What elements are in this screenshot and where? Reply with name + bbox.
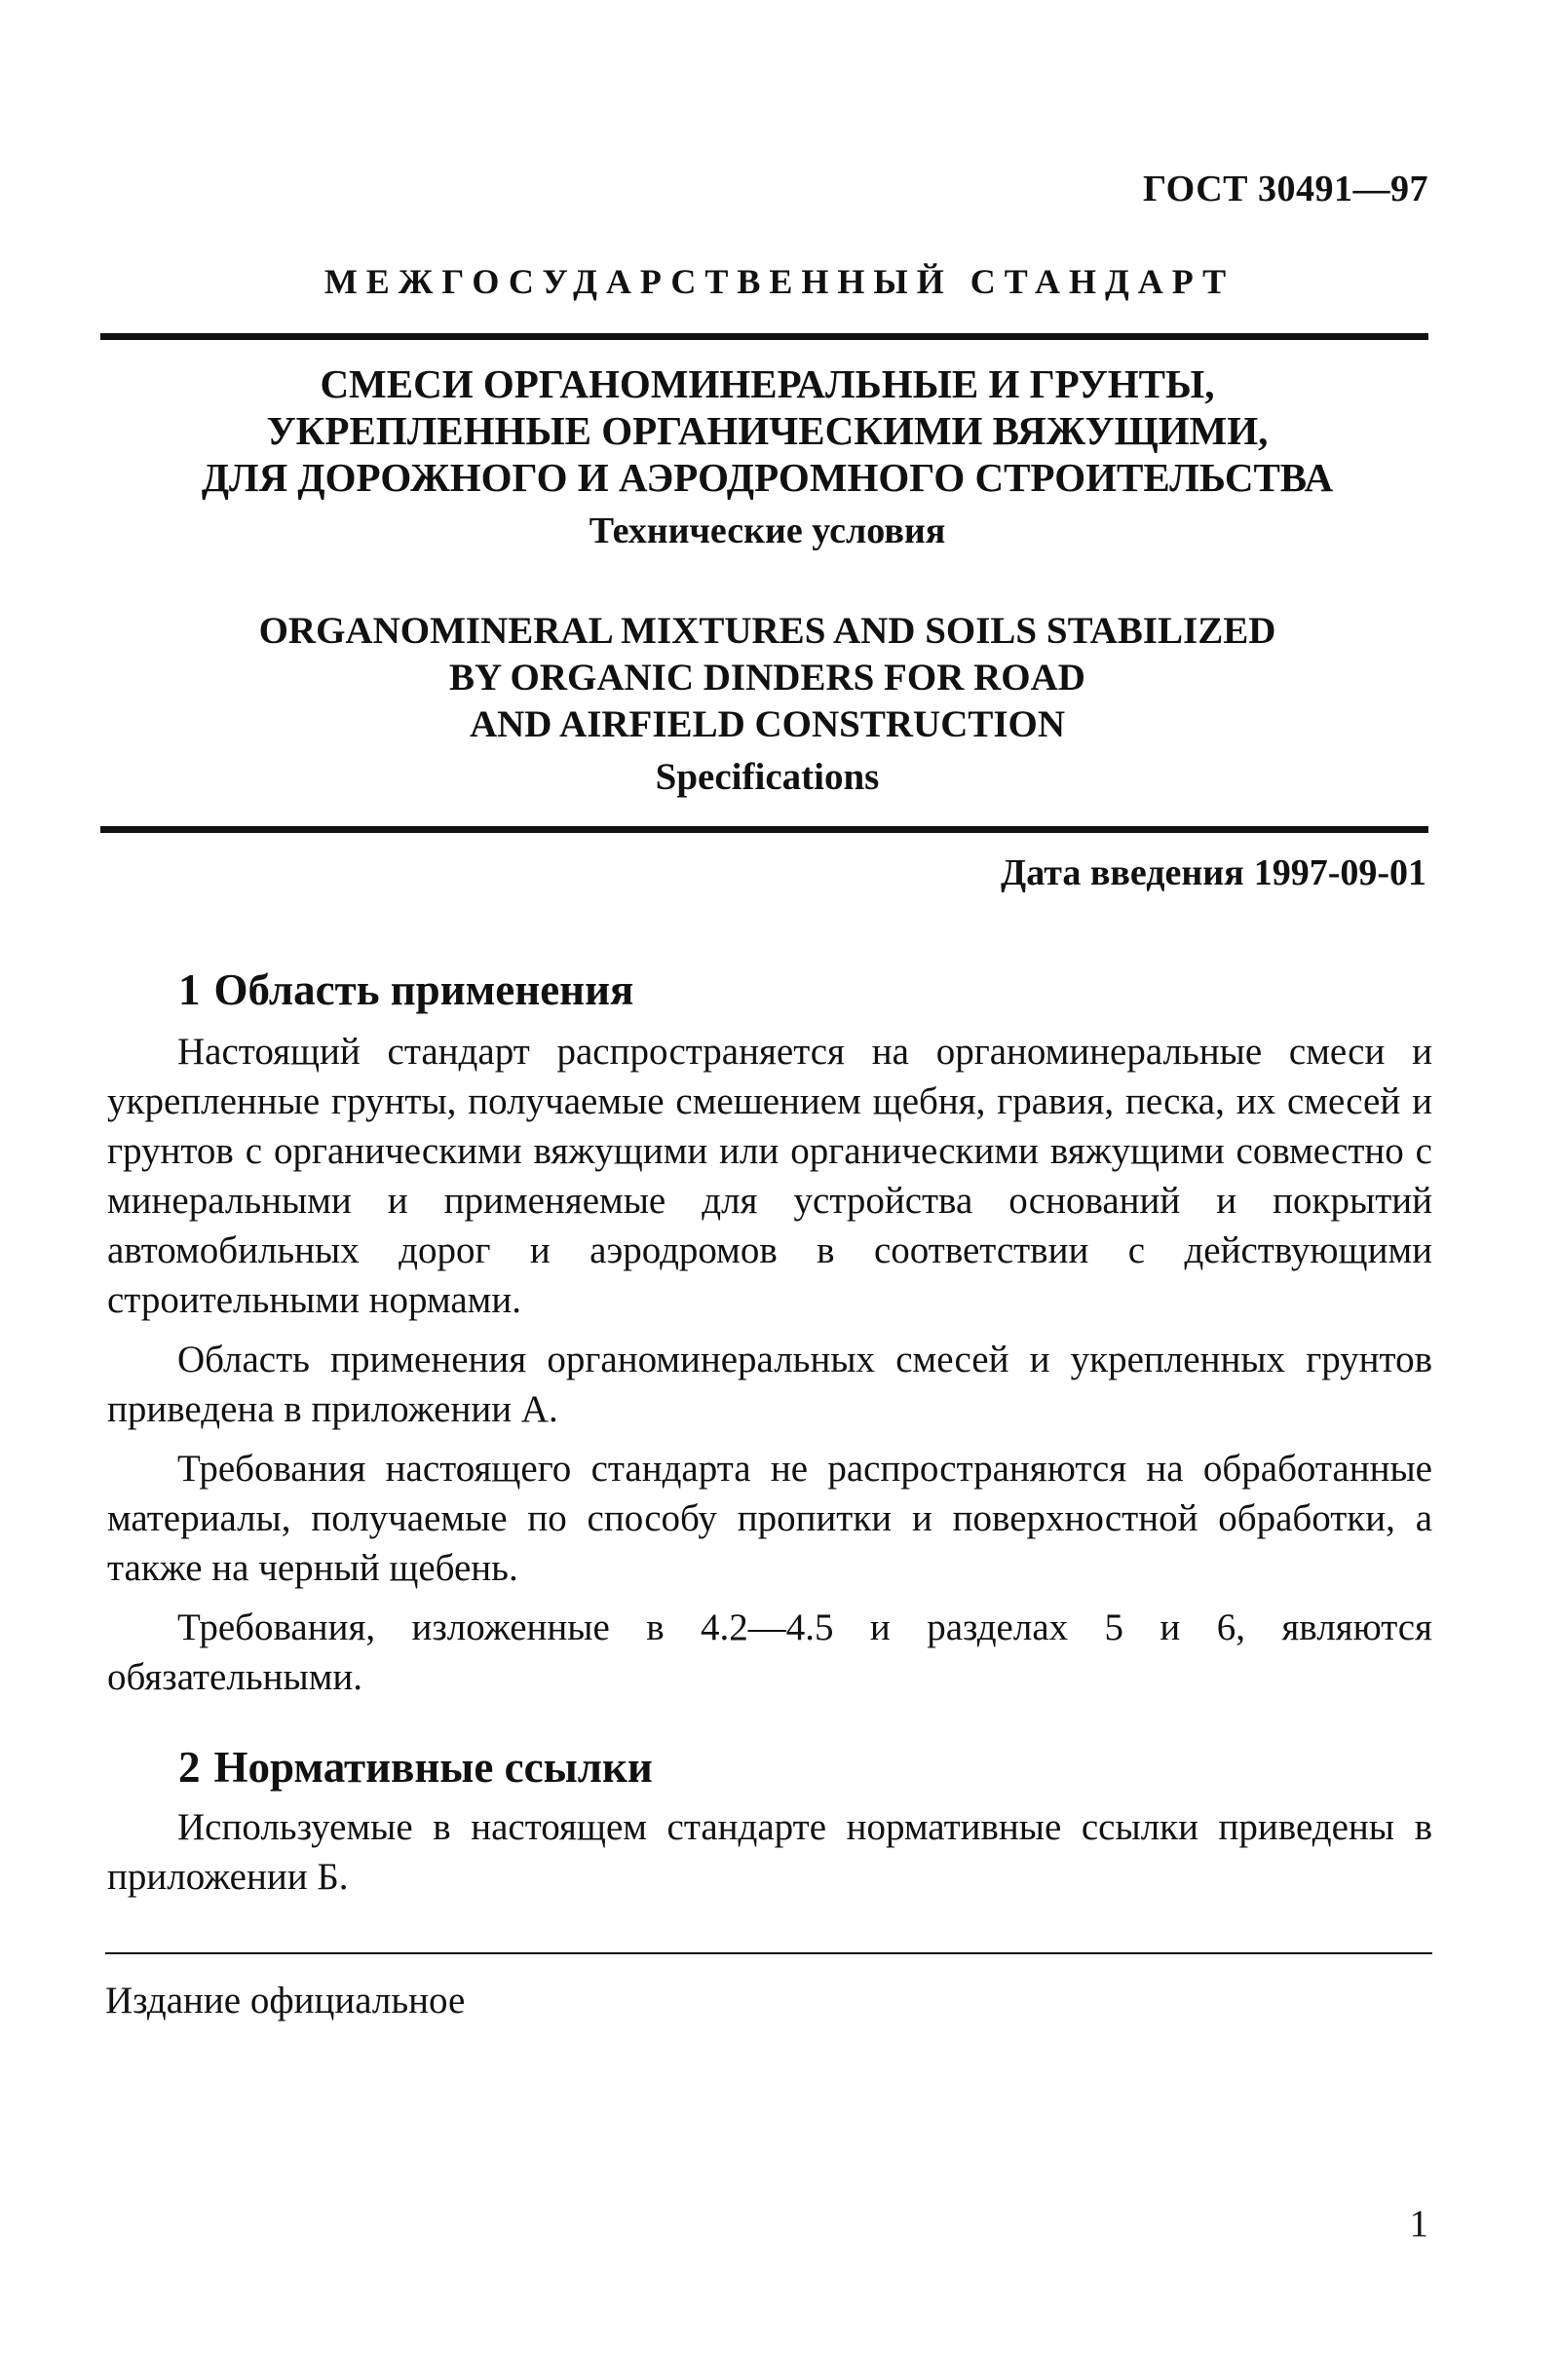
section-2-body <box>107 1802 1432 1911</box>
section-1-body <box>107 1027 1432 1712</box>
section-1-paragraph: Требования настоящего стандарта не распространяются на обработанные материалы, получаемые по способу пропитки и поверхностной обработки, а также на черный щебень. <box>107 1448 1432 1589</box>
introduction-date <box>1001 851 1426 894</box>
interstate-standard-label: МЕЖГОСУДАРСТВЕННЫЙ СТАНДАРТ <box>323 262 1236 301</box>
title-ru-line-2: УКРЕПЛЕННЫЕ ОРГАНИЧЕСКИМИ ВЯЖУЩИМИ, <box>266 408 1269 453</box>
title-ru-line-3: ДЛЯ ДОРОЖНОГО И АЭРОДРОМНОГО СТРОИТЕЛЬСТВА <box>201 455 1334 500</box>
section-1-heading <box>178 964 633 1015</box>
edition-note: Издание официальное <box>105 1980 466 2021</box>
title-ru-line-1: СМЕСИ ОРГАНОМИНЕРАЛЬНЫЕ И ГРУНТЫ, <box>320 361 1215 406</box>
standard-number: ГОСТ 30491—97 <box>1142 169 1428 209</box>
section-2-title: Нормативные ссылки <box>213 1743 653 1792</box>
bottom-title-rule <box>100 826 1428 833</box>
section-2-number: 2 <box>178 1743 201 1792</box>
footer-rule <box>105 1952 1432 1954</box>
title-ru-subtitle: Технические условия <box>589 510 946 551</box>
title-en-line-1: ORGANOMINERAL MIXTURES AND SOILS STABILIZED <box>258 610 1276 652</box>
section-1-paragraph: Требования, изложенные в 4.2—4.5 и разделах 5 и 6, являются обязательными. <box>107 1606 1432 1698</box>
section-1-title: Область применения <box>213 965 634 1014</box>
page-number: 1 <box>1409 2203 1428 2245</box>
intro-date-label: Дата введения <box>1001 852 1244 893</box>
section-1-paragraph: Область применения органоминеральных смесей и укрепленных грунтов приведена в приложении А. <box>107 1339 1432 1430</box>
title-en-subtitle: Specifications <box>655 756 880 798</box>
title-en-line-3: AND AIRFIELD CONSTRUCTION <box>469 703 1066 745</box>
title-russian <box>97 360 1437 553</box>
title-english <box>97 608 1437 801</box>
intro-date-value: 1997-09-01 <box>1253 852 1426 893</box>
section-2-heading <box>178 1742 653 1793</box>
title-en-line-2: BY ORGANIC DINDERS FOR ROAD <box>449 657 1085 699</box>
section-1-paragraph: Настоящий стандарт распространяется на органоминеральные смеси и укрепленные грунты, получаемые смешением щебня, гравия, песка, их смесей и грунтов с органическими вяжущими или органическими вяжущими совместно с минеральными и применяемые для устройства оснований и покрытий автомобильных дорог и аэродромов в соответствии с действующими строительными нормами. <box>107 1031 1432 1321</box>
section-2-paragraph: Используемые в настоящем стандарте нормативные ссылки приведены в приложении Б. <box>107 1806 1432 1898</box>
top-rule <box>100 333 1428 340</box>
section-1-number: 1 <box>178 965 201 1014</box>
